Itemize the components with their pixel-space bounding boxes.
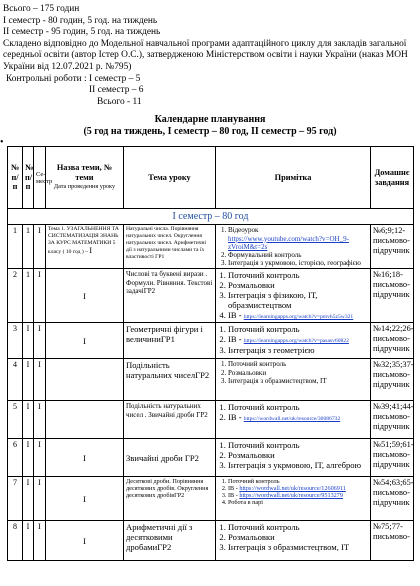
- col-homework: Домашнє завдання: [371, 147, 414, 209]
- homework-cell: №39;41;44-письмово-підручник: [371, 401, 414, 439]
- bullet-mark: •: [0, 137, 4, 148]
- homework-cell: №75;77-письмово-: [371, 521, 414, 561]
- note-item: ІВ -: [228, 412, 242, 423]
- note-item: 3. Інтеграція з образмистецтвом, ІТ: [228, 542, 368, 552]
- note-cell: [216, 269, 371, 323]
- row-number: 7: [8, 477, 23, 521]
- row-number: 5: [8, 401, 23, 439]
- row-number: 1: [8, 225, 23, 269]
- note-cell: [216, 323, 371, 359]
- col-note: Примітка: [216, 147, 371, 209]
- semester-row: [8, 209, 414, 225]
- note-cell: [216, 477, 371, 521]
- note-item: 1. Поточний контроль: [228, 402, 368, 412]
- col-topic-subtitle: Дата проведення уроку: [53, 183, 116, 191]
- video-link[interactable]: https://www.youtube.com/watch?v=OH_9-zVroiM&t=2s: [228, 234, 349, 251]
- lesson-number: І: [23, 359, 34, 401]
- row-number: 3: [8, 323, 23, 359]
- note-item: 1. Поточний контроль: [228, 360, 368, 368]
- note-item: 1. Поточний контроль: [228, 522, 368, 532]
- lesson-cell: Числові та буквені вирази . Формули. Рівняння. Текстові задачіГР2: [124, 269, 216, 323]
- topic-cell: І: [46, 323, 124, 359]
- col-n-lesson: № п/п: [23, 147, 34, 209]
- lesson-cell: Геометричні фігури і величиниГР1: [124, 323, 216, 359]
- note-item: 4. Робота в парі: [228, 499, 368, 506]
- lesson-cell: Десяткові дроби. Порівняння десяткових дробів. Округлення десяткових дробівГР2: [124, 477, 216, 521]
- composed-note: Складено відповідно до Модельної навчальної програми адаптаційного циклу для закладів загальної середньої освіти (автор Істер О.С.), затвердженою Міністерством освіти і науки України (наказ МОН України від 12.07.2021 р. №795): [3, 38, 408, 72]
- table-row: [8, 401, 414, 439]
- semester-cell: І: [34, 323, 46, 359]
- lesson-cell: Звичайні дроби ГР2: [124, 439, 216, 477]
- note-cell: [216, 401, 371, 439]
- total-hours: Всього – 175 годин: [3, 4, 80, 14]
- note-item: 3. Інтеграція з образмистецтвом, ІТ: [228, 377, 368, 385]
- wordwall-link[interactable]: https://wordwall.net/uk/resource/30086732: [243, 416, 341, 423]
- note-item: 1. Поточний контроль: [228, 440, 368, 450]
- semester1-hours: І семестр - 80 годин, 5 год. на тиждень: [3, 15, 158, 26]
- note-item: 1. Поточний контроль: [228, 324, 368, 334]
- learningapps-link[interactable]: https://learningapps.org/watch?v=pmvh5z5w321: [243, 314, 354, 321]
- topic-cell: [46, 225, 124, 269]
- plan-subtitle: (5 год на тиждень, І семестр – 80 год, ІІ семестр – 95 год): [83, 126, 337, 137]
- intro-block: [3, 4, 417, 108]
- note-item: 3. Інтеграція з укрмовою, історією, географією: [228, 259, 368, 267]
- note-item: 1. Поточний контроль: [228, 270, 368, 280]
- lesson-number: І: [23, 439, 34, 477]
- homework-cell: №54;63;65-письмово-підручник: [371, 477, 414, 521]
- note-cell: [216, 439, 371, 477]
- note-item: 2. Розмальовки: [228, 369, 368, 377]
- note-item: 3. Інтеграція з фізикою, ІТ, образмистецтвом: [228, 290, 368, 310]
- row-number: 4: [8, 359, 23, 401]
- lesson-cell: Арифметичні дії з десятковими дробамиГР2: [124, 521, 216, 561]
- wordwall-link[interactable]: https://wordwall.net/uk/resource/12606911: [239, 485, 346, 493]
- row-number: 2: [8, 269, 23, 323]
- topic-cell: І: [46, 269, 124, 323]
- topic-mark: І: [89, 246, 93, 256]
- table-row: [8, 225, 414, 269]
- note-cell: [216, 359, 371, 401]
- col-semester: Се-местр: [34, 147, 46, 209]
- note-item: 2. Розмальовки: [228, 280, 368, 290]
- plan-table: [7, 146, 414, 561]
- note-item: 3. Інтеграція з геометрією: [228, 345, 368, 355]
- learningapps-link[interactable]: https://learningapps.org/watch?v=pasasv60822: [243, 338, 349, 345]
- lesson-cell: Натуральні числа. Порівняння натуральних чисел. Округлення натуральних чисел. Арифметичні дії з натуральними числами та їх властивості ГР1: [124, 225, 216, 269]
- topic-cell: І: [46, 521, 124, 561]
- note-item: 1. Поточний контроль: [228, 478, 368, 485]
- table-row: [8, 269, 414, 323]
- topic-cell: [46, 359, 124, 401]
- col-n-pp: № п/п: [8, 147, 23, 209]
- topic-cell: І: [46, 477, 124, 521]
- note-item: ІВ -: [228, 334, 242, 345]
- note-item: 2. Формувальний контроль: [228, 251, 368, 259]
- note-cell: [216, 225, 371, 269]
- control-works-total: Всього - 11: [97, 96, 142, 107]
- lesson-number: І: [23, 521, 34, 561]
- control-works-sem2: ІІ семестр – 6: [89, 85, 144, 96]
- topic-cell: І: [46, 439, 124, 477]
- note-item: 2. Розмальовки: [228, 450, 368, 460]
- semester-cell: І: [34, 439, 46, 477]
- semester-label: І семестр – 80 год: [8, 209, 414, 225]
- note-cell: [216, 521, 371, 561]
- note-item: ІВ -: [228, 485, 238, 493]
- semester-cell: І: [34, 269, 46, 323]
- lesson-number: 1: [23, 269, 34, 323]
- semester-cell: І: [34, 225, 46, 269]
- col-topic-title: Назва теми, № теми: [56, 163, 113, 182]
- homework-cell: №14;22;26-письмово-підручник: [371, 323, 414, 359]
- table-row: [8, 359, 414, 401]
- col-topic: [46, 147, 124, 209]
- table-row: [8, 323, 414, 359]
- note-item: 3. Інтеграція з укрмовою, ІТ, алгеброю: [228, 460, 368, 470]
- lesson-number: І: [23, 323, 34, 359]
- topic-text: Тема 1. УЗАГАЛЬНЕННЯ ТА СИСТЕМАТИЗАЦІЯ ЗНАНЬ ЗА КУРС МАТЕМАТИКИ 5 класу ( 10 год ) –: [48, 226, 119, 256]
- lesson-number: І: [23, 401, 34, 439]
- homework-cell: №16;18-письмово-підручник: [371, 269, 414, 323]
- homework-cell: №6;9;12-письмово-підручник: [371, 225, 414, 269]
- note-item: 2. Розмальовки: [228, 532, 368, 542]
- topic-cell: [46, 401, 124, 439]
- wordwall-link[interactable]: https://wordwall.net/uk/resource/9513279: [239, 492, 343, 500]
- control-works-sem1: Контрольні роботи : І семестр – 5: [6, 73, 141, 84]
- semester-cell: І: [34, 477, 46, 521]
- homework-cell: №51;59;61-письмово-підручник: [371, 439, 414, 477]
- note-item: ІВ -: [228, 310, 242, 321]
- table-header: [8, 147, 414, 209]
- note-item: ІВ -: [228, 492, 238, 500]
- lesson-cell: Подільність натуральних чисел . Звичайні дроби ГР2: [124, 401, 216, 439]
- semester-cell: І: [34, 359, 46, 401]
- col-lesson: Тема уроку: [124, 147, 216, 209]
- plan-title: Календарне планування: [154, 114, 266, 125]
- row-number: 8: [8, 521, 23, 561]
- homework-cell: №32;35;37-письмово-підручник: [371, 359, 414, 401]
- lesson-number: І: [23, 477, 34, 521]
- table-row: [8, 439, 414, 477]
- note-item: Відеоурок: [228, 226, 259, 235]
- semester-cell: І: [34, 401, 46, 439]
- lesson-number: 1: [23, 225, 34, 269]
- table-row: [8, 521, 414, 561]
- semester-cell: І: [34, 521, 46, 561]
- lesson-cell: Подільність натуральних чиселГР2: [124, 359, 216, 401]
- semester2-hours: ІІ семестр - 95 годин, 5 год. на тиждень: [3, 27, 161, 38]
- table-row: [8, 477, 414, 521]
- row-number: 6: [8, 439, 23, 477]
